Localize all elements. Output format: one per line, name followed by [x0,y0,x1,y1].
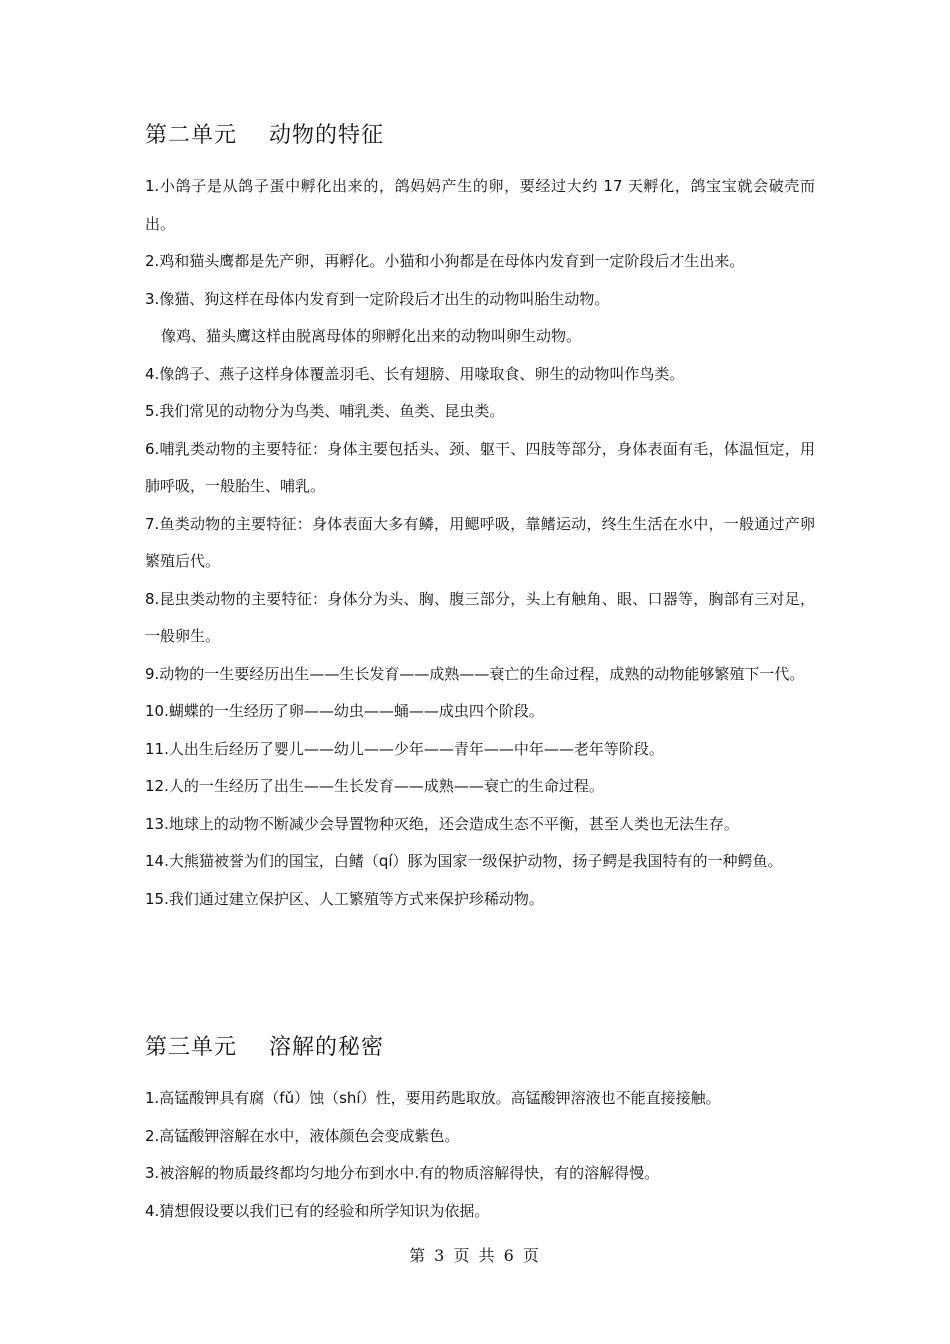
list-item: 15.我们通过建立保护区、人工繁殖等方式来保护珍稀动物。 [145,889,544,908]
unit-three-section [145,1024,815,1230]
list-item: 7.鱼类动物的主要特征：身体表面大多有鳞，用鳃呼吸，靠鳍运动，终生生活在水中，一般通过产卵繁殖后代。 [145,514,815,570]
list-item: 3.像猫、狗这样在母体内发育到一定阶段后才出生的动物叫胎生动物。 [145,289,610,308]
list-item: 4.猜想假设要以我们已有的经验和所学知识为依据。 [145,1201,490,1220]
list-item: 14.大熊猫被誉为们的国宝，白鳍（qí）豚为国家一级保护动物，扬子鳄是我国特有的一种鳄鱼。 [145,852,783,870]
list-item: 2.高锰酸钾溶解在水中，液体颜色会变成紫色。 [145,1126,460,1145]
list-item: 6.哺乳类动物的主要特征：身体主要包括头、颈、躯干、四肢等部分，身体表面有毛，体温恒定，用肺呼吸，一般胎生、哺乳。 [145,439,815,495]
list-item: 5.我们常见的动物分为鸟类、哺乳类、鱼类、昆虫类。 [145,402,505,420]
list-item: 10.蝴蝶的一生经历了卵——幼虫——蛹——成虫四个阶段。 [145,702,544,720]
list-item: 2.鸡和猫头鹰都是先产卵，再孵化。小猫和小狗都是在母体内发育到一定阶段后才生出来。 [145,252,745,270]
list-item: 9.动物的一生要经历出生——生长发育——成熟——衰亡的生命过程，成熟的动物能够繁殖下一代。 [145,664,805,683]
list-item: 3.被溶解的物质最终都均匀地分布到水中.有的物质溶解得快，有的溶解得慢。 [145,1164,660,1182]
list-item: 像鸡、猫头鹰这样由脱离母体的卵孵化出来的动物叫卵生动物。 [161,327,582,345]
list-item: 11.人出生后经历了婴儿——幼儿——少年——青年——中年——老年等阶段。 [145,739,664,758]
page-footer: 第 3 页 共 6 页 [409,1246,541,1265]
list-item: 8.昆虫类动物的主要特征：身体分为头、胸、腹三部分，头上有触角、眼、口器等，胸部有三对足，一般卵生。 [145,589,815,645]
list-item: 1.高锰酸钾具有腐（fǔ）蚀（shí）性，要用药匙取放。高锰酸钾溶液也不能直接接触。 [145,1089,721,1107]
list-item: 1.小鸽子是从鸽子蛋中孵化出来的，鸽妈妈产生的卵，要经过大约 17 天孵化，鸽宝宝就会破壳而出。 [145,177,815,233]
list-item: 13.地球上的动物不断减少会导置物种灭绝，还会造成生态不平衡，甚至人类也无法生存。 [145,814,739,833]
unit-two-section [145,112,815,918]
list-item: 4.像鸽子、燕子这样身体覆盖羽毛、长有翅膀、用喙取食、卵生的动物叫作鸟类。 [145,364,685,383]
section-heading: 第三单元 溶解的秘密 [145,1035,384,1060]
list-item: 12.人的一生经历了出生——生长发育——成熟——衰亡的生命过程。 [145,777,604,795]
section-heading: 第二单元 动物的特征 [145,123,384,148]
